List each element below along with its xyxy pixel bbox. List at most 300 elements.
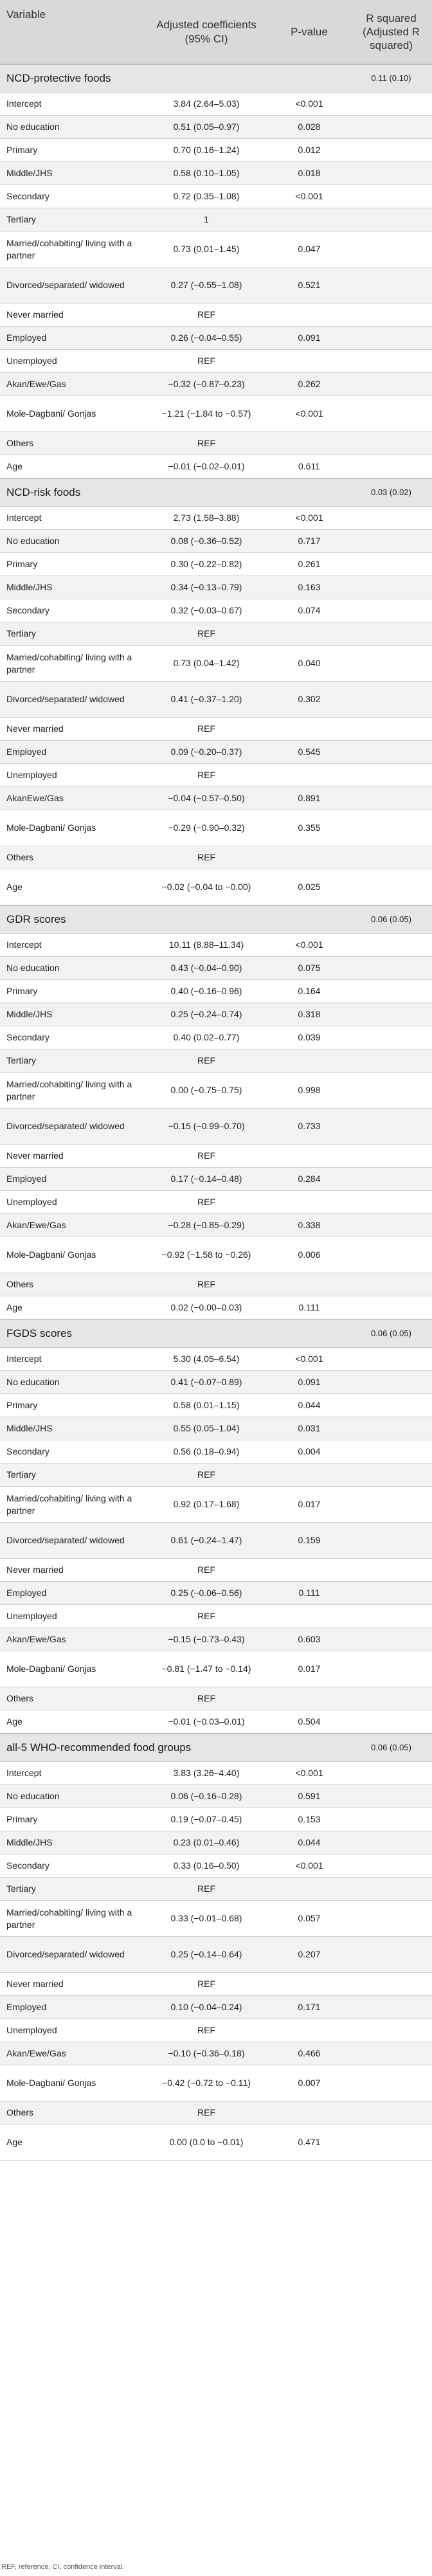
p-value-cell bbox=[268, 1464, 350, 1486]
coefficient-cell: 0.06 (−0.16–0.28) bbox=[170, 1791, 242, 1802]
variable-cell: Primary bbox=[6, 559, 38, 570]
coefficient-cell: 0.33 (0.16–0.50) bbox=[173, 1860, 240, 1871]
p-value-cell: 0.338 bbox=[298, 1220, 321, 1231]
table-row bbox=[0, 2065, 432, 2101]
r-squared-cell bbox=[350, 1996, 432, 2018]
variable-cell: Others bbox=[6, 1693, 34, 1704]
coefficient-cell: 0.25 (−0.24–0.74) bbox=[170, 1009, 242, 1020]
r-squared-cell bbox=[350, 304, 432, 326]
r-squared-cell bbox=[350, 957, 432, 979]
p-value-cell: 0.111 bbox=[298, 1302, 320, 1313]
r-squared-cell bbox=[350, 1710, 432, 1733]
variable-cell: Employed bbox=[6, 747, 47, 757]
variable-cell: Tertiary bbox=[6, 1883, 36, 1894]
r-squared-cell bbox=[350, 764, 432, 786]
coefficient-cell: REF bbox=[197, 1055, 215, 1066]
table-row bbox=[0, 2042, 432, 2065]
p-value-cell: 0.318 bbox=[298, 1009, 321, 1020]
table-row bbox=[0, 231, 432, 268]
p-value-cell: 0.031 bbox=[298, 1423, 321, 1434]
coefficient-cell: 0.43 (−0.04–0.90) bbox=[170, 963, 242, 974]
table-row bbox=[0, 1559, 432, 1582]
p-value-cell bbox=[268, 1973, 350, 1995]
coefficient-cell: REF bbox=[197, 852, 215, 863]
r-squared-cell bbox=[350, 1582, 432, 1604]
table-row bbox=[0, 1878, 432, 1901]
p-value-cell: 0.262 bbox=[298, 379, 321, 390]
coefficient-cell: 0.73 (0.04–1.42) bbox=[173, 658, 240, 669]
variable-cell: Age bbox=[6, 2137, 22, 2148]
table-row bbox=[0, 934, 432, 957]
r-squared-cell bbox=[350, 718, 432, 740]
coefficient-cell: REF bbox=[197, 309, 215, 320]
r-squared-cell bbox=[350, 1049, 432, 1072]
r-squared-cell bbox=[350, 1417, 432, 1440]
r-squared-cell bbox=[350, 139, 432, 161]
p-value-cell: 0.159 bbox=[298, 1535, 321, 1546]
table-row bbox=[0, 1687, 432, 1710]
r-squared-cell bbox=[350, 846, 432, 869]
table-row bbox=[0, 1237, 432, 1273]
coefficient-cell: 2.73 (1.58–3.88) bbox=[173, 512, 240, 523]
variable-cell: Tertiary bbox=[6, 214, 36, 225]
table-row bbox=[0, 1523, 432, 1559]
variable-cell: No education bbox=[6, 122, 60, 132]
coefficient-cell: 0.32 (−0.03–0.67) bbox=[170, 605, 242, 616]
r-squared-cell bbox=[350, 1687, 432, 1710]
table-row bbox=[0, 1973, 432, 1996]
p-value-cell: 0.466 bbox=[298, 2048, 321, 2059]
coefficient-cell: 0.00 (−0.75–0.75) bbox=[170, 1085, 242, 1096]
r-squared-cell bbox=[350, 1559, 432, 1581]
r-squared-cell bbox=[350, 1487, 432, 1522]
section-header bbox=[0, 64, 432, 93]
variable-cell: Unemployed bbox=[6, 770, 57, 781]
table-row bbox=[0, 1996, 432, 2019]
variable-cell: Divorced/separated/ widowed bbox=[6, 1121, 125, 1132]
r-squared-cell bbox=[350, 1937, 432, 1972]
r-squared-cell bbox=[350, 268, 432, 303]
coefficient-cell: REF bbox=[197, 2107, 215, 2118]
p-value-cell bbox=[268, 350, 350, 372]
coefficient-cell: REF bbox=[197, 1883, 215, 1894]
table-row bbox=[0, 185, 432, 208]
coefficient-cell: 0.34 (−0.13–0.79) bbox=[170, 582, 242, 593]
table-row bbox=[0, 2125, 432, 2161]
table-row bbox=[0, 1651, 432, 1687]
r-squared-cell bbox=[350, 869, 432, 905]
r-squared-cell bbox=[350, 1371, 432, 1393]
section-r-squared: 0.06 (0.05) bbox=[371, 914, 411, 924]
r-squared-cell bbox=[350, 980, 432, 1002]
r-squared-cell bbox=[350, 1605, 432, 1628]
r-squared-cell bbox=[350, 2101, 432, 2124]
section-title: NCD-protective foods bbox=[6, 71, 111, 84]
variable-cell: Secondary bbox=[6, 1032, 50, 1043]
p-value-cell: 0.028 bbox=[298, 122, 321, 132]
variable-cell: Primary bbox=[6, 145, 38, 156]
r-squared-cell bbox=[350, 934, 432, 956]
table-row bbox=[0, 455, 432, 478]
coefficient-cell: 10.11 (8.88–11.34) bbox=[168, 939, 244, 950]
p-value-cell bbox=[268, 1273, 350, 1296]
p-value-cell: 0.153 bbox=[298, 1814, 321, 1825]
r-squared-cell bbox=[350, 373, 432, 395]
table-row bbox=[0, 1605, 432, 1628]
table-row bbox=[0, 1273, 432, 1296]
coefficient-cell: 0.08 (−0.36–0.52) bbox=[170, 536, 242, 547]
variable-cell: Middle/JHS bbox=[6, 1423, 53, 1434]
header-r-squared: R squared (Adjusted R squared) bbox=[363, 12, 420, 52]
r-squared-cell bbox=[350, 576, 432, 599]
variable-cell: Intercept bbox=[6, 1768, 42, 1779]
p-value-cell bbox=[268, 1878, 350, 1900]
table-row bbox=[0, 1214, 432, 1237]
coefficient-cell: 0.00 (0.0 to −0.01) bbox=[169, 2137, 244, 2148]
table-row bbox=[0, 810, 432, 846]
variable-cell: Age bbox=[6, 1716, 22, 1727]
p-value-cell: 0.091 bbox=[298, 1377, 321, 1388]
p-value-cell: 0.047 bbox=[298, 244, 321, 255]
table-row bbox=[0, 1831, 432, 1855]
table-row bbox=[0, 741, 432, 764]
table-row bbox=[0, 1582, 432, 1605]
table-row bbox=[0, 1901, 432, 1937]
p-value-cell: 0.471 bbox=[298, 2137, 321, 2148]
r-squared-cell bbox=[350, 1168, 432, 1190]
header-variable: Variable bbox=[6, 8, 46, 21]
variable-cell: Others bbox=[6, 438, 34, 449]
p-value-cell: 0.163 bbox=[298, 582, 321, 593]
coefficient-cell: 0.61 (−0.24–1.47) bbox=[170, 1535, 242, 1546]
p-value-cell: 0.044 bbox=[298, 1837, 321, 1848]
p-value-cell bbox=[268, 1605, 350, 1628]
table-row bbox=[0, 373, 432, 396]
p-value-cell: 0.039 bbox=[298, 1032, 321, 1043]
variable-cell: Secondary bbox=[6, 605, 50, 616]
table-row bbox=[0, 1049, 432, 1073]
r-squared-cell bbox=[350, 116, 432, 138]
coefficient-cell: 0.23 (0.01–0.46) bbox=[173, 1837, 240, 1848]
variable-cell: Age bbox=[6, 461, 22, 472]
header-p-value: P-value bbox=[291, 25, 328, 38]
r-squared-cell bbox=[350, 682, 432, 717]
coefficient-cell: 0.51 (0.05–0.97) bbox=[173, 122, 240, 132]
variable-cell: Never married bbox=[6, 1979, 64, 1990]
coefficient-cell: −0.10 (−0.36–0.18) bbox=[168, 2048, 245, 2059]
table-row bbox=[0, 93, 432, 116]
table-row bbox=[0, 2101, 432, 2125]
r-squared-cell bbox=[350, 2042, 432, 2065]
p-value-cell: <0.001 bbox=[295, 408, 323, 419]
r-squared-cell bbox=[350, 507, 432, 529]
coefficient-cell: −0.81 (−1.47 to −0.14) bbox=[161, 1664, 251, 1674]
p-value-cell bbox=[268, 304, 350, 326]
coefficient-cell: REF bbox=[197, 1279, 215, 1290]
p-value-cell: 0.591 bbox=[298, 1791, 321, 1802]
r-squared-cell bbox=[350, 327, 432, 349]
p-value-cell: <0.001 bbox=[295, 512, 323, 523]
r-squared-cell bbox=[350, 646, 432, 681]
table-row bbox=[0, 396, 432, 432]
section-header bbox=[0, 478, 432, 507]
coefficient-cell: 0.30 (−0.22–0.82) bbox=[170, 559, 242, 570]
p-value-cell: 0.091 bbox=[298, 332, 321, 343]
p-value-cell bbox=[268, 208, 350, 231]
coefficient-cell: REF bbox=[197, 1611, 215, 1622]
table-row bbox=[0, 1296, 432, 1320]
p-value-cell: <0.001 bbox=[295, 98, 323, 109]
r-squared-cell bbox=[350, 1762, 432, 1784]
p-value-cell: 0.040 bbox=[298, 658, 321, 669]
variable-cell: Never married bbox=[6, 723, 64, 734]
p-value-cell bbox=[268, 2101, 350, 2124]
coefficient-cell: 0.40 (−0.16–0.96) bbox=[170, 986, 242, 997]
table-row bbox=[0, 432, 432, 455]
variable-cell: Intercept bbox=[6, 939, 42, 950]
r-squared-cell bbox=[350, 1348, 432, 1370]
variable-cell: Never married bbox=[6, 1150, 64, 1161]
coefficient-cell: −0.01 (−0.03–0.01) bbox=[168, 1716, 245, 1727]
p-value-cell bbox=[268, 764, 350, 786]
table-row bbox=[0, 1371, 432, 1394]
p-value-cell: 0.018 bbox=[298, 168, 321, 179]
coefficient-cell: 0.33 (−0.01–0.68) bbox=[170, 1913, 242, 1924]
variable-cell: No education bbox=[6, 536, 60, 547]
table-row bbox=[0, 718, 432, 741]
variable-cell: Married/cohabiting/ living with a partner bbox=[6, 652, 132, 675]
r-squared-cell bbox=[350, 455, 432, 478]
table-row bbox=[0, 1440, 432, 1464]
coefficient-cell: −0.04 (−0.57–0.50) bbox=[168, 793, 245, 804]
r-squared-cell bbox=[350, 810, 432, 846]
coefficient-cell: REF bbox=[197, 1693, 215, 1704]
coefficient-cell: −0.42 (−0.72 to −0.11) bbox=[162, 2078, 251, 2089]
coefficient-cell: 0.25 (−0.14–0.64) bbox=[170, 1949, 242, 1960]
variable-cell: Others bbox=[6, 852, 34, 863]
p-value-cell: <0.001 bbox=[295, 191, 323, 202]
p-value-cell: 0.717 bbox=[298, 536, 321, 547]
variable-cell: Others bbox=[6, 2107, 34, 2118]
table-row bbox=[0, 553, 432, 576]
r-squared-cell bbox=[350, 350, 432, 372]
coefficient-cell: 3.83 (3.26–4.40) bbox=[173, 1768, 240, 1779]
variable-cell: Secondary bbox=[6, 191, 50, 202]
table-row bbox=[0, 1417, 432, 1440]
p-value-cell: 0.171 bbox=[298, 2002, 321, 2013]
p-value-cell: 0.504 bbox=[298, 1716, 321, 1727]
coefficient-cell: REF bbox=[197, 1565, 215, 1575]
r-squared-cell bbox=[350, 1855, 432, 1877]
r-squared-cell bbox=[350, 1145, 432, 1167]
header-coefficients: Adjusted coefficients (95% CI) bbox=[156, 19, 256, 45]
variable-cell: Employed bbox=[6, 332, 47, 343]
p-value-cell: 0.611 bbox=[298, 461, 320, 472]
p-value-cell bbox=[268, 2019, 350, 2042]
variable-cell: Primary bbox=[6, 1814, 38, 1825]
r-squared-cell bbox=[350, 1109, 432, 1144]
table-row bbox=[0, 576, 432, 599]
table-row bbox=[0, 646, 432, 682]
table-row bbox=[0, 1762, 432, 1785]
table-header bbox=[0, 0, 432, 64]
r-squared-cell bbox=[350, 1394, 432, 1417]
p-value-cell: 0.075 bbox=[298, 963, 321, 974]
p-value-cell: 0.355 bbox=[298, 822, 321, 833]
variable-cell: Secondary bbox=[6, 1446, 50, 1457]
table-row bbox=[0, 1145, 432, 1168]
variable-cell: Intercept bbox=[6, 1354, 42, 1365]
variable-cell: Mole-Dagbani/ Gonjas bbox=[6, 408, 96, 419]
r-squared-cell bbox=[350, 1191, 432, 1213]
table-row bbox=[0, 268, 432, 304]
coefficient-cell: 0.58 (0.01–1.15) bbox=[173, 1400, 240, 1411]
r-squared-cell bbox=[350, 432, 432, 455]
r-squared-cell bbox=[350, 1651, 432, 1687]
p-value-cell: 0.603 bbox=[298, 1634, 321, 1645]
r-squared-cell bbox=[350, 1440, 432, 1463]
table-row bbox=[0, 787, 432, 810]
p-value-cell bbox=[268, 432, 350, 455]
variable-cell: No education bbox=[6, 963, 60, 974]
variable-cell: Primary bbox=[6, 986, 38, 997]
variable-cell: Middle/JHS bbox=[6, 582, 53, 593]
table-row bbox=[0, 1109, 432, 1145]
p-value-cell bbox=[268, 1191, 350, 1213]
r-squared-cell bbox=[350, 396, 432, 431]
variable-cell: Middle/JHS bbox=[6, 168, 53, 179]
variable-cell: AkanEwe/Gas bbox=[6, 793, 64, 804]
r-squared-cell bbox=[350, 530, 432, 552]
r-squared-cell bbox=[350, 553, 432, 576]
p-value-cell: 0.017 bbox=[298, 1499, 321, 1510]
table-row bbox=[0, 869, 432, 905]
table-row bbox=[0, 1026, 432, 1049]
variable-cell: Never married bbox=[6, 1565, 64, 1575]
table-row bbox=[0, 1808, 432, 1831]
variable-cell: Married/cohabiting/ living with a partner bbox=[6, 1079, 132, 1102]
table-row bbox=[0, 208, 432, 231]
p-value-cell: 0.302 bbox=[298, 694, 321, 705]
p-value-cell bbox=[268, 846, 350, 869]
coefficient-cell: 0.26 (−0.04–0.55) bbox=[170, 332, 242, 343]
coefficient-cell: 0.09 (−0.20–0.37) bbox=[170, 747, 242, 757]
p-value-cell: 0.891 bbox=[298, 793, 321, 804]
p-value-cell: 0.017 bbox=[298, 1664, 321, 1674]
coefficient-cell: REF bbox=[197, 1150, 215, 1161]
variable-cell: Akan/Ewe/Gas bbox=[6, 379, 66, 390]
r-squared-cell bbox=[350, 185, 432, 208]
variable-cell: Akan/Ewe/Gas bbox=[6, 2048, 66, 2059]
variable-cell: Divorced/separated/ widowed bbox=[6, 280, 125, 291]
table-row bbox=[0, 622, 432, 646]
table-row bbox=[0, 350, 432, 373]
coefficient-cell: −0.15 (−0.99–0.70) bbox=[168, 1121, 245, 1132]
p-value-cell bbox=[268, 1559, 350, 1581]
variable-cell: Mole-Dagbani/ Gonjas bbox=[6, 822, 96, 833]
table-body bbox=[0, 64, 432, 2161]
section-header bbox=[0, 905, 432, 934]
p-value-cell: 0.261 bbox=[298, 559, 321, 570]
r-squared-cell bbox=[350, 1026, 432, 1049]
variable-cell: Unemployed bbox=[6, 1197, 57, 1208]
variable-cell: No education bbox=[6, 1377, 60, 1388]
table-row bbox=[0, 1348, 432, 1371]
p-value-cell: 0.111 bbox=[298, 1588, 320, 1599]
coefficient-cell: 0.19 (−0.07–0.45) bbox=[170, 1814, 242, 1825]
coefficient-cell: REF bbox=[197, 723, 215, 734]
p-value-cell: 0.521 bbox=[298, 280, 321, 291]
table-row bbox=[0, 846, 432, 869]
table-row bbox=[0, 162, 432, 185]
variable-cell: Divorced/separated/ widowed bbox=[6, 1535, 125, 1546]
p-value-cell bbox=[268, 718, 350, 740]
p-value-cell: 0.044 bbox=[298, 1400, 321, 1411]
p-value-cell: 0.733 bbox=[298, 1121, 321, 1132]
variable-cell: Secondary bbox=[6, 1860, 50, 1871]
section-title: all-5 WHO-recommended food groups bbox=[6, 1741, 192, 1754]
variable-cell: Age bbox=[6, 882, 22, 893]
p-value-cell: 0.164 bbox=[298, 986, 321, 997]
p-value-cell: 0.998 bbox=[298, 1085, 321, 1096]
table-row bbox=[0, 1073, 432, 1109]
coefficient-cell: −0.92 (−1.58 to −0.26) bbox=[161, 1249, 251, 1260]
coefficient-cell: REF bbox=[197, 356, 215, 367]
coefficient-cell: REF bbox=[197, 2025, 215, 2036]
p-value-cell bbox=[268, 622, 350, 645]
table-row bbox=[0, 1937, 432, 1973]
r-squared-cell bbox=[350, 599, 432, 622]
variable-cell: Mole-Dagbani/ Gonjas bbox=[6, 1664, 96, 1674]
coefficient-cell: 0.27 (−0.55–1.08) bbox=[170, 280, 242, 291]
coefficient-cell: −0.02 (−0.04 to −0.00) bbox=[161, 882, 251, 893]
coefficient-cell: 0.10 (−0.04–0.24) bbox=[170, 2002, 242, 2013]
r-squared-cell bbox=[350, 2065, 432, 2101]
variable-cell: No education bbox=[6, 1791, 60, 1802]
p-value-cell: <0.001 bbox=[295, 1768, 323, 1779]
variable-cell: Intercept bbox=[6, 512, 42, 523]
coefficient-cell: 0.40 (0.02–0.77) bbox=[173, 1032, 240, 1043]
variable-cell: Married/cohabiting/ living with a partner bbox=[6, 1907, 132, 1930]
r-squared-cell bbox=[350, 1464, 432, 1486]
coefficient-cell: 0.41 (−0.07–0.89) bbox=[170, 1377, 242, 1388]
coefficient-cell: −0.15 (−0.73–0.43) bbox=[168, 1634, 245, 1645]
coefficient-cell: 0.25 (−0.06–0.56) bbox=[170, 1588, 242, 1599]
table-row bbox=[0, 1487, 432, 1523]
coefficient-cell: −0.32 (−0.87–0.23) bbox=[168, 379, 245, 390]
table-row bbox=[0, 139, 432, 162]
table-row bbox=[0, 1168, 432, 1191]
p-value-cell bbox=[268, 1145, 350, 1167]
coefficient-cell: 0.73 (0.01–1.45) bbox=[173, 244, 240, 255]
p-value-cell: 0.025 bbox=[298, 882, 321, 893]
variable-cell: Married/cohabiting/ living with a partner bbox=[6, 1493, 132, 1516]
coefficient-cell: REF bbox=[197, 1469, 215, 1480]
r-squared-cell bbox=[350, 1237, 432, 1273]
variable-cell: Intercept bbox=[6, 98, 42, 109]
p-value-cell: <0.001 bbox=[295, 939, 323, 950]
table-row bbox=[0, 1464, 432, 1487]
p-value-cell: <0.001 bbox=[295, 1860, 323, 1871]
r-squared-cell bbox=[350, 1973, 432, 1995]
table-footnote: REF, reference; CI, confidence interval. bbox=[1, 2563, 125, 2571]
r-squared-cell bbox=[350, 1808, 432, 1831]
variable-cell: Employed bbox=[6, 1174, 47, 1184]
p-value-cell: 0.006 bbox=[298, 1249, 321, 1260]
section-r-squared: 0.06 (0.05) bbox=[371, 1742, 411, 1752]
p-value-cell: 0.074 bbox=[298, 605, 321, 616]
variable-cell: Middle/JHS bbox=[6, 1837, 53, 1848]
